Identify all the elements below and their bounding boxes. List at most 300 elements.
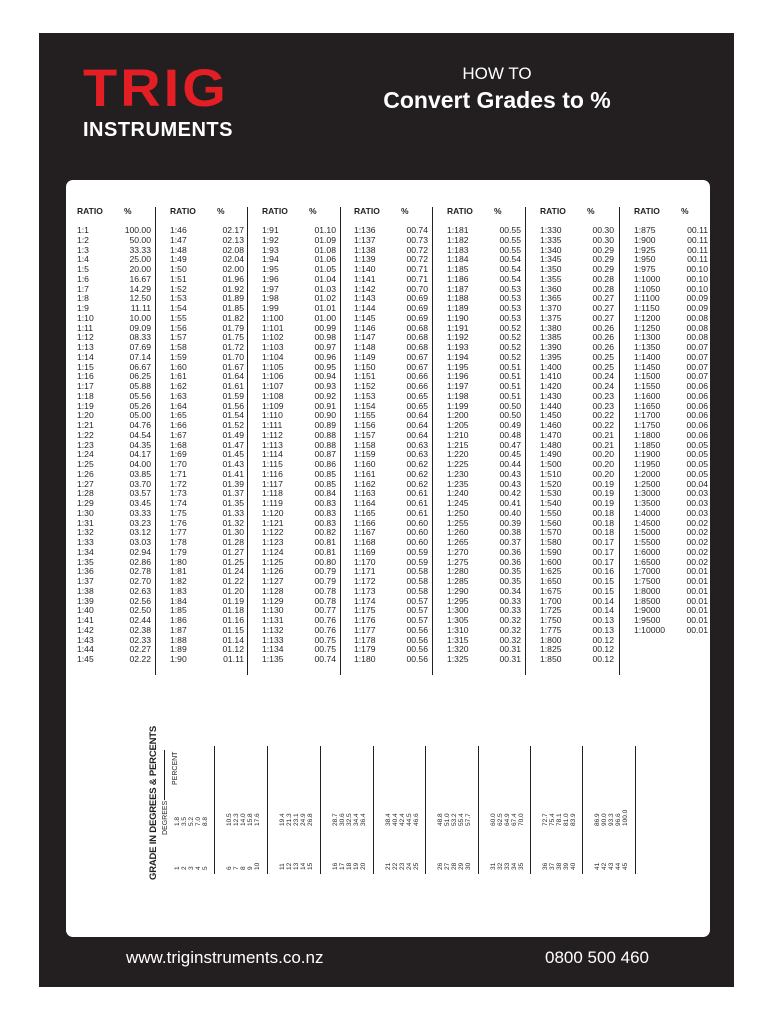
ratio-value: 1:440	[540, 400, 562, 411]
ratio-value: 1:27	[77, 478, 94, 489]
percent-value: 00.57	[406, 615, 428, 625]
degrees-group-divider	[582, 746, 583, 874]
percent-value: 00.93	[314, 381, 336, 391]
ratio-value: 1:47	[170, 234, 187, 245]
percent-value: 00.52	[499, 322, 521, 333]
percent-value: 00.08	[686, 332, 708, 343]
percent-value: 00.07	[686, 351, 708, 362]
percent-value: 00.26	[592, 322, 614, 333]
percent-value: 00.61	[406, 488, 428, 499]
percent-value: 00.49	[499, 420, 521, 430]
ratio-value: 1:275	[447, 556, 469, 567]
grade-percent-value: 23.1	[293, 813, 300, 826]
ratio-value: 1:40	[77, 605, 94, 616]
degrees-subheader: DEGREES	[162, 800, 169, 835]
ratio-value: 1:61	[170, 371, 187, 382]
percent-value: 02.94	[129, 546, 151, 557]
percent-value: 01.20	[222, 585, 244, 596]
percent-value: 00.16	[592, 566, 614, 577]
percent-value: 00.18	[592, 517, 614, 528]
ratio-value: 1:168	[354, 537, 376, 547]
degrees-group-divider	[478, 746, 479, 874]
ratio-value: 1:31	[77, 517, 94, 528]
degree-value: 41	[594, 862, 601, 870]
ratio-value: 1:345	[540, 254, 562, 265]
ratio-column	[170, 206, 248, 665]
ratio-value: 1:1800	[634, 429, 661, 440]
grade-percent-value: 100.0	[622, 809, 629, 826]
percent-value: 00.83	[314, 498, 336, 508]
ratio-value: 1:8000	[634, 585, 661, 596]
ratio-value: 1:187	[447, 283, 469, 294]
percent-value: 00.81	[314, 546, 336, 557]
percent-value: 02.78	[129, 566, 151, 577]
percent-value: 00.13	[592, 624, 614, 635]
ratio-value: 1:129	[262, 595, 284, 606]
percent-value: 00.69	[406, 312, 428, 323]
percent-value: 00.06	[686, 400, 708, 411]
percent-value: 00.11	[687, 225, 708, 235]
percent-value: 05.26	[129, 400, 151, 411]
ratio-value: 1:325	[447, 654, 469, 664]
column-divider	[619, 207, 620, 675]
ratio-value: 1:800	[540, 634, 562, 645]
ratio-value: 1:725	[540, 605, 562, 616]
ratio-value: 1:49	[170, 254, 187, 265]
degree-value: 12	[286, 862, 293, 870]
ratio-value: 1:119	[262, 498, 283, 508]
percent-value: 00.12	[592, 654, 614, 664]
degree-value: 32	[497, 862, 504, 870]
ratio-value: 1:60	[170, 361, 187, 372]
percent-value: 03.70	[129, 478, 151, 489]
grade-percent-value: 72.7	[542, 813, 549, 826]
percent-value: 00.57	[406, 605, 428, 616]
percent-value: 00.22	[592, 420, 614, 430]
ratio-value: 1:19	[77, 400, 94, 411]
percent-value: 00.85	[314, 468, 336, 479]
ratio-value: 1:350	[540, 264, 562, 274]
percent-value: 02.27	[129, 644, 151, 655]
ratio-value: 1:66	[170, 420, 187, 430]
ratio-value: 1:76	[170, 517, 187, 528]
grade-percent-value: 19.4	[279, 813, 286, 826]
degree-value: 8	[240, 866, 247, 870]
ratio-value: 1:370	[540, 303, 562, 313]
percent-value: 00.63	[406, 439, 428, 450]
percent-value: 01.15	[222, 624, 244, 635]
grade-percent-value: 15.8	[247, 813, 254, 826]
degree-value: 31	[490, 862, 497, 870]
percent-value: 01.02	[314, 293, 336, 304]
percent-value: 00.71	[406, 273, 428, 284]
ratio-value: 1:225	[447, 459, 469, 469]
ratio-header: RATIO	[540, 206, 566, 216]
ratio-value: 1:17	[77, 381, 94, 391]
ratio-value: 1:164	[354, 498, 376, 508]
ratio-value: 1:7000	[634, 566, 661, 577]
degree-value: 10	[254, 862, 261, 870]
degree-value: 39	[563, 862, 570, 870]
percent-value: 04.00	[129, 459, 151, 469]
degree-value: 21	[385, 862, 392, 870]
ratio-value: 1:30	[77, 507, 94, 518]
percent-value: 00.02	[686, 527, 708, 538]
grade-percent-value: 44.5	[406, 813, 413, 826]
percent-value: 00.60	[406, 517, 428, 528]
ratio-value: 1:41	[77, 615, 94, 625]
ratio-value: 1:1	[77, 225, 89, 235]
degrees-group-divider	[214, 746, 215, 874]
ratio-value: 1:420	[540, 381, 562, 391]
percent-value: 00.60	[406, 527, 428, 538]
percent-value: 07.69	[129, 342, 151, 352]
ratio-value: 1:23	[77, 439, 94, 450]
grade-percent-value: 38.4	[385, 813, 392, 826]
degree-value: 4	[195, 866, 202, 870]
percent-value: 00.07	[686, 371, 708, 382]
grade-percent-value: 78.1	[556, 813, 563, 826]
ratio-value: 1:8500	[634, 595, 661, 606]
ratio-value: 1:220	[447, 449, 469, 460]
percent-value: 10.00	[129, 312, 151, 323]
percent-value: 01.89	[222, 293, 244, 304]
percent-value: 00.64	[406, 410, 428, 421]
degree-value: 34	[511, 862, 518, 870]
ratio-value: 1:1600	[634, 390, 661, 401]
ratio-value: 1:182	[447, 234, 469, 245]
percent-value: 00.88	[314, 439, 336, 450]
ratio-value: 1:210	[447, 429, 469, 440]
ratio-header: RATIO	[354, 206, 380, 216]
percent-value: 00.58	[406, 566, 428, 577]
ratio-row	[540, 655, 618, 665]
ratio-value: 1:86	[170, 615, 187, 625]
percent-value: 01.12	[222, 644, 244, 655]
percent-value: 00.65	[406, 390, 428, 401]
ratio-value: 1:84	[170, 595, 187, 606]
ratio-value: 1:340	[540, 244, 562, 255]
percent-value: 00.53	[499, 283, 521, 294]
grade-percent-value: 53.2	[451, 813, 458, 826]
ratio-column	[447, 206, 525, 665]
ratio-value: 1:410	[540, 371, 562, 382]
percent-value: 03.03	[129, 537, 151, 547]
ratio-value: 1:107	[262, 381, 284, 391]
ratio-row	[447, 655, 525, 665]
ratio-value: 1:150	[354, 361, 376, 372]
ratio-value: 1:75	[170, 507, 187, 518]
percent-value: 02.63	[129, 585, 151, 596]
percent-value: 00.78	[314, 585, 336, 596]
ratio-value: 1:570	[540, 527, 562, 538]
ratio-value: 1:600	[540, 556, 562, 567]
percent-value: 00.72	[406, 244, 428, 255]
percent-value: 00.20	[592, 449, 614, 460]
ratio-value: 1:1900	[634, 449, 661, 460]
percent-value: 00.18	[592, 527, 614, 538]
footer-website[interactable]: www.triginstruments.co.nz	[126, 948, 324, 967]
ratio-value: 1:95	[262, 264, 279, 274]
grade-percent-value: 46.6	[413, 813, 420, 826]
ratio-value: 1:89	[170, 644, 187, 655]
ratio-value: 1:149	[354, 351, 376, 362]
percent-value: 00.01	[686, 566, 708, 577]
ratio-value: 1:115	[262, 459, 283, 469]
percent-value: 00.18	[592, 507, 614, 518]
grade-percent-value: 34.4	[353, 813, 360, 826]
percent-value: 00.19	[592, 478, 614, 489]
ratio-value: 1:169	[354, 546, 376, 557]
percent-value: 00.52	[499, 342, 521, 352]
percent-value: 00.48	[499, 429, 521, 440]
ratio-value: 1:161	[354, 468, 376, 479]
degrees-table-title: GRADE IN DEGREES & PERCENTS	[148, 725, 159, 880]
degree-value: 44	[615, 862, 622, 870]
percent-value: 01.61	[222, 381, 244, 391]
percent-value: 00.33	[499, 595, 521, 606]
percent-value: 08.33	[129, 332, 151, 343]
percent-value: 00.56	[406, 624, 428, 635]
ratio-value: 1:55	[170, 312, 187, 323]
percent-value: 01.03	[314, 283, 336, 294]
percent-value: 00.27	[592, 293, 614, 304]
percent-value: 01.54	[222, 410, 244, 421]
percent-value: 00.43	[499, 468, 521, 479]
ratio-value: 1:126	[262, 566, 284, 577]
ratio-value: 1:180	[354, 654, 376, 664]
ratio-value: 1:194	[447, 351, 469, 362]
ratio-value: 1:540	[540, 498, 562, 508]
percent-value: 00.97	[314, 342, 336, 352]
percent-value: 00.83	[314, 507, 336, 518]
degree-value: 43	[608, 862, 615, 870]
ratio-value: 1:925	[634, 244, 656, 255]
ratio-value: 1:127	[262, 576, 284, 586]
percent-value: 04.35	[129, 439, 151, 450]
percent-value: 00.39	[499, 517, 521, 528]
percent-value: 00.98	[314, 332, 336, 343]
ratio-value: 1:77	[170, 527, 187, 538]
percent-value: 00.54	[499, 273, 521, 284]
ratio-value: 1:9000	[634, 605, 661, 616]
percent-header: %	[217, 206, 225, 216]
ratio-value: 1:355	[540, 273, 562, 284]
percent-value: 16.67	[129, 273, 151, 284]
ratio-value: 1:10000	[634, 624, 666, 635]
ratio-value: 1:177	[354, 624, 376, 635]
percent-value: 00.23	[592, 390, 614, 401]
ratio-value: 1:122	[262, 527, 284, 538]
percent-value: 01.75	[222, 332, 244, 343]
percent-value: 00.21	[592, 439, 614, 450]
percent-value: 01.49	[222, 429, 244, 440]
degrees-group-divider	[425, 746, 426, 874]
percent-value: 00.65	[406, 400, 428, 411]
percent-value: 00.08	[686, 312, 708, 323]
percent-value: 00.01	[686, 595, 708, 606]
percent-value: 03.45	[129, 498, 151, 508]
grade-percent-value: 26.8	[307, 813, 314, 826]
ratio-value: 1:175	[354, 605, 376, 616]
degree-value: 26	[437, 862, 444, 870]
ratio-value: 1:97	[262, 283, 279, 294]
percent-value: 02.13	[222, 234, 244, 245]
percent-value: 01.72	[222, 342, 244, 352]
percent-value: 00.67	[406, 351, 428, 362]
percent-value: 02.04	[222, 254, 244, 265]
percent-value: 00.51	[499, 390, 521, 401]
percent-value: 00.80	[314, 556, 336, 567]
percent-value: 01.18	[222, 605, 244, 616]
degree-value: 33	[504, 862, 511, 870]
percent-value: 00.76	[314, 624, 336, 635]
percent-value: 00.63	[406, 449, 428, 460]
ratio-value: 1:185	[447, 264, 469, 274]
percent-value: 01.08	[314, 244, 336, 255]
ratio-value: 1:7	[77, 283, 89, 294]
grade-percent-value: 96.6	[615, 813, 622, 826]
ratio-value: 1:15	[77, 361, 94, 372]
ratio-value: 1:18	[77, 390, 94, 401]
percent-value: 00.06	[686, 410, 708, 421]
percent-value: 01.37	[222, 488, 244, 499]
ratio-value: 1:145	[354, 312, 376, 323]
percent-value: 01.85	[222, 303, 244, 313]
percent-value: 00.64	[406, 429, 428, 440]
percent-value: 00.15	[592, 585, 614, 596]
ratio-value: 1:112	[262, 429, 283, 440]
percent-value: 00.53	[499, 312, 521, 323]
percent-header: %	[587, 206, 595, 216]
ratio-value: 1:147	[354, 332, 376, 343]
ratio-value: 1:136	[354, 225, 376, 235]
ratio-value: 1:118	[262, 488, 283, 499]
ratio-value: 1:174	[354, 595, 376, 606]
percent-value: 00.29	[592, 264, 614, 274]
ratio-value: 1:590	[540, 546, 562, 557]
ratio-column	[354, 206, 432, 665]
ratio-value: 1:81	[170, 566, 187, 577]
degree-value: 25	[413, 862, 420, 870]
grade-percent-value: 10.5	[226, 813, 233, 826]
ratio-value: 1:12	[77, 332, 94, 343]
ratio-value: 1:6500	[634, 556, 661, 567]
ratio-row	[634, 626, 712, 636]
ratio-value: 1:51	[170, 273, 187, 284]
percent-value: 00.17	[592, 556, 614, 567]
ratio-value: 1:139	[354, 254, 376, 265]
ratio-value: 1:11	[77, 322, 94, 333]
degree-value: 40	[570, 862, 577, 870]
poster-background	[39, 33, 734, 987]
ratio-value: 1:9	[77, 303, 89, 313]
ratio-value: 1:1950	[634, 459, 661, 469]
grade-percent-value: 62.5	[497, 813, 504, 826]
percent-value: 02.70	[129, 576, 151, 586]
percent-value: 00.54	[499, 264, 521, 274]
ratio-value: 1:64	[170, 400, 187, 411]
ratio-value: 1:98	[262, 293, 279, 304]
ratio-value: 1:2500	[634, 478, 661, 489]
degree-value: 24	[406, 862, 413, 870]
ratio-value: 1:167	[354, 527, 376, 538]
ratio-value: 1:8	[77, 293, 89, 304]
percent-value: 00.41	[499, 498, 521, 508]
percent-value: 00.55	[499, 244, 521, 255]
percent-value: 00.36	[499, 546, 521, 557]
percent-value: 14.29	[129, 283, 151, 294]
ratio-value: 1:1100	[634, 293, 660, 304]
ratio-value: 1:179	[354, 644, 376, 655]
percent-value: 01.33	[222, 507, 244, 518]
percent-value: 12.50	[129, 293, 151, 304]
ratio-value: 1:90	[170, 654, 187, 664]
ratio-value: 1:245	[447, 498, 469, 508]
degrees-group-divider	[635, 746, 636, 874]
percent-value: 01.22	[222, 576, 244, 586]
percent-value: 02.00	[222, 264, 244, 274]
ratio-value: 1:650	[540, 576, 562, 586]
percent-value: 00.06	[686, 390, 708, 401]
percent-value: 00.79	[314, 576, 336, 586]
ratio-value: 1:163	[354, 488, 376, 499]
percent-value: 00.19	[592, 488, 614, 499]
ratio-value: 1:91	[262, 225, 279, 235]
percent-value: 00.03	[686, 488, 708, 499]
percent-value: 00.07	[686, 342, 708, 352]
footer-phone[interactable]: 0800 500 460	[545, 948, 649, 967]
grade-percent-value: 81.0	[563, 813, 570, 826]
degree-value: 18	[346, 862, 353, 870]
percent-value: 00.09	[686, 303, 708, 313]
ratio-value: 1:43	[77, 634, 94, 645]
ratio-row	[354, 655, 432, 665]
ratio-value: 1:5000	[634, 527, 661, 538]
percent-value: 01.41	[222, 468, 244, 479]
ratio-header: RATIO	[262, 206, 288, 216]
percent-value: 01.14	[222, 634, 244, 645]
percent-value: 00.74	[314, 654, 336, 664]
percent-value: 100.00	[124, 225, 151, 235]
heading-pre: HOW TO	[462, 64, 532, 83]
percent-value: 00.21	[592, 429, 614, 440]
page-title: Convert Grades to %	[383, 87, 611, 113]
percent-value: 00.78	[314, 595, 336, 606]
ratio-value: 1:78	[170, 537, 187, 547]
column-divider	[247, 207, 248, 675]
percent-value: 00.08	[686, 322, 708, 333]
percent-value: 00.26	[592, 342, 614, 352]
grade-percent-value: 30.6	[339, 813, 346, 826]
percent-value: 00.10	[686, 273, 708, 284]
ratio-value: 1:143	[354, 293, 376, 304]
ratio-value: 1:130	[262, 605, 284, 616]
percent-value: 01.56	[222, 400, 244, 411]
ratio-value: 1:20	[77, 410, 94, 421]
percent-value: 20.00	[129, 264, 151, 274]
ratio-value: 1:83	[170, 585, 187, 596]
percent-value: 05.88	[129, 381, 151, 391]
ratio-value: 1:775	[540, 624, 562, 635]
percent-value: 00.02	[686, 537, 708, 547]
ratio-value: 1:172	[354, 576, 376, 586]
degrees-group-divider	[530, 746, 531, 874]
ratio-value: 1:146	[354, 322, 376, 333]
percent-value: 00.53	[499, 293, 521, 304]
percent-value: 00.32	[499, 615, 521, 625]
ratio-value: 1:128	[262, 585, 284, 596]
